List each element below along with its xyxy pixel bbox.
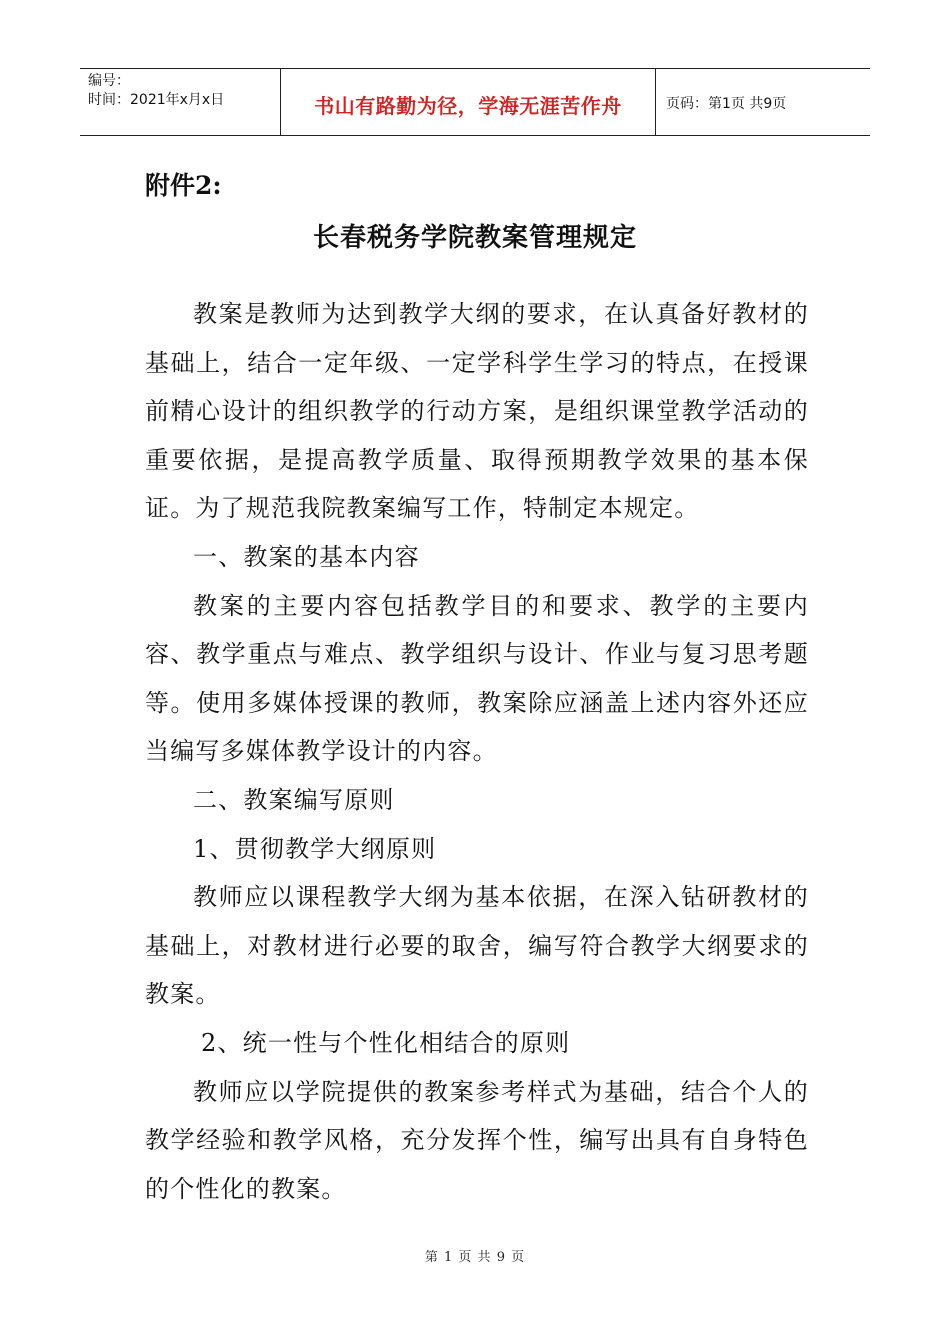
subsection-heading-1: 1、贯彻教学大纲原则 xyxy=(193,834,437,863)
section-heading-1: 一、教案的基本内容 xyxy=(193,542,420,571)
document-title: 长春税务学院教案管理规定 xyxy=(312,223,637,253)
page-header xyxy=(80,68,870,136)
content-paragraph: 教案的主要内容包括教学目的和要求、教学的主要内容、教学重点与难点、教学组织与设计、作业与复习思考题等。使用多媒体授课的教师，教案除应涵盖上述内容外还应当编写多媒体教学设计的内容。 xyxy=(145,591,809,766)
motto: 书山有路勤为径，学海无涯苦作舟 xyxy=(314,93,622,118)
subsection-heading-2: 2、统一性与个性化相结合的原则 xyxy=(201,1028,571,1057)
header-motto-cell xyxy=(281,69,656,135)
intro-paragraph: 教案是教师为达到教学大纲的要求，在认真备好教材的基础上，结合一定年级、一定学科学生学习的特点，在授课前精心设计的组织教学的行动方案，是组织课堂教学活动的重要依据，是提高教学质量、取得预期教学效果的基本保证。为了规范我院教案编写工作，特制定本规定。 xyxy=(145,300,809,523)
principle-paragraph-1: 教师应以课程教学大纲为基本依据，在深入钻研教材的基础上，对教材进行必要的取舍，编写符合教学大纲要求的教案。 xyxy=(145,883,809,1009)
attachment-label: 附件2: xyxy=(145,171,222,200)
page-footer: 第 1 页 共 9 页 xyxy=(424,1250,526,1265)
header-meta xyxy=(80,69,281,135)
code-label: 编号： xyxy=(88,73,130,89)
date-label: 时间：2021年x月x日 xyxy=(88,92,225,108)
page-info: 页码：第1页 共9页 xyxy=(666,96,787,112)
document-body xyxy=(145,290,809,1213)
principle-paragraph-2: 教师应以学院提供的教案参考样式为基础，结合个人的教学经验和教学风格，充分发挥个性，编写出具有自身特色的个性化的教案。 xyxy=(145,1077,809,1203)
section-heading-2: 二、教案编写原则 xyxy=(193,785,395,814)
header-page-info-cell xyxy=(656,69,870,135)
